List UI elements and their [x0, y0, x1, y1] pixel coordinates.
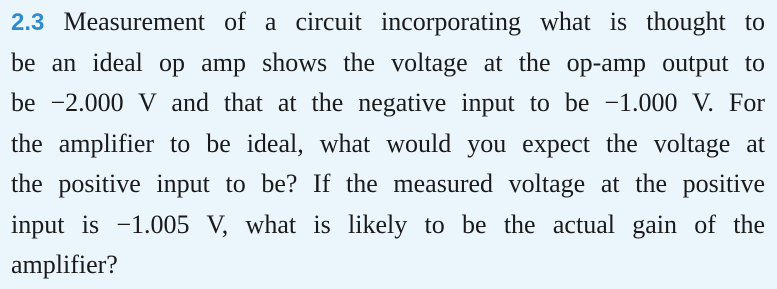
problem-number: 2.3: [11, 9, 45, 36]
problem-line: be an ideal op amp shows the voltage at the op-amp output to: [11, 47, 765, 77]
problem-line: amplifier?: [11, 250, 118, 279]
problem-text: Measurement of a circuit incorporating what is thought to: [63, 7, 766, 36]
problem-line: be −2.000 V and that at the negative input to be −1.000 V. For: [11, 88, 765, 117]
problem-line: the amplifier to be ideal, what would you expect the voltage at: [11, 128, 765, 158]
problem-line: input is −1.005 V, what is likely to be the actual gain of the: [11, 209, 765, 239]
problem-line: [11, 2, 765, 43]
problem-line: the positive input to be? If the measured voltage at the positive: [11, 169, 765, 198]
